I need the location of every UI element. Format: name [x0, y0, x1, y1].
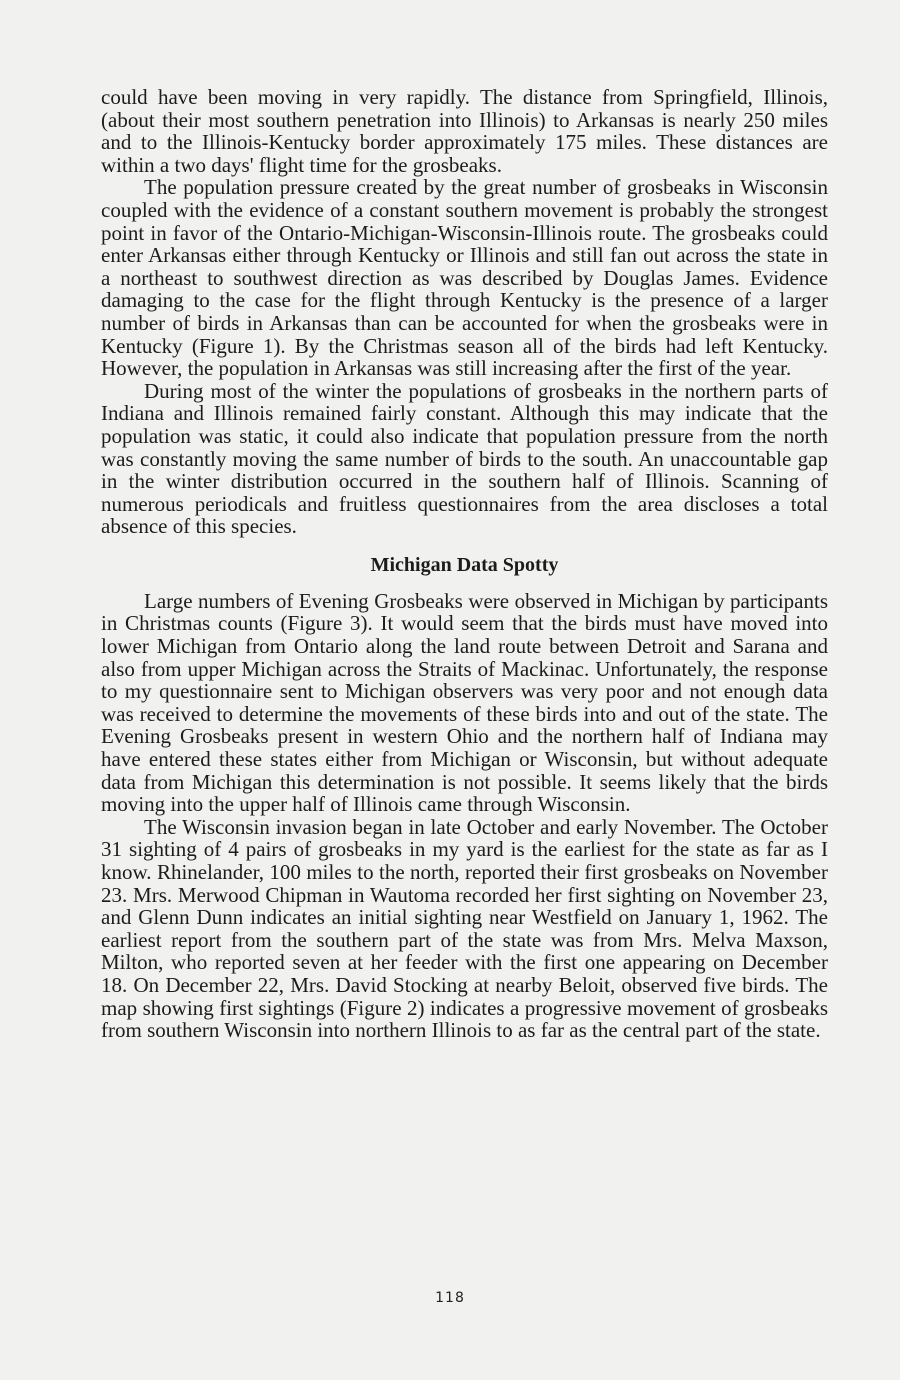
paragraph-continued: could have been moving in very rapidly. The distance from Springfield, Illinois, (about their most southern penetration into Illinois) to Arkansas is nearly 250 miles and to the Illinois-Kentucky border approximately 175 miles. These distances are within a two days' flight time for the grosbeaks.	[101, 85, 828, 177]
body-text	[101, 86, 828, 1042]
page-number: 118	[435, 1290, 465, 1306]
paragraph-michigan-counts: Large numbers of Evening Grosbeaks were observed in Michigan by participants in Christmas counts (Figure 3). It would seem that the birds must have moved into lower Michigan from Ontario along the land route between Detroit and Sarana and also from upper Michigan across the Straits of Mackinac. Unfortunately, the response to my questionnaire sent to Michigan observers was very poor and not enough data was received to determine the movements of these birds into and out of the state. The Evening Grosbeaks present in western Ohio and the northern half of Indiana may have entered these states either from Michigan or Wisconsin, but without adequate data from Michigan this determination is not possible. It seems likely that the birds moving into the upper half of Illinois came through Wisconsin.	[101, 588, 828, 817]
section-heading: Michigan Data Spotty	[370, 553, 559, 576]
paragraph-wisconsin-invasion: The Wisconsin invasion began in late October and early November. The October 31 sighting of 4 pairs of grosbeaks in my yard is the earliest for the state as far as I know. Rhinelander, 100 miles to the north, reported their first grosbeaks on November 23. Mrs. Merwood Chipman in Wautoma recorded her first sighting on November 23, and Glenn Dunn indicates an initial sighting near Westfield on January 1, 1962. The earliest report from the southern part of the state was from Mrs. Melva Maxson, Milton, who reported seven at her feeder with the first one appearing on December 18. On December 22, Mrs. David Stocking at nearby Beloit, observed five birds. The map showing first sightings (Figure 2) indicates a progressive movement of grosbeaks from southern Wisconsin into northern Illinois to as far as the central part of the state.	[101, 814, 828, 1043]
paragraph-population-pressure: The population pressure created by the great number of grosbeaks in Wisconsin coupled with the evidence of a constant southern movement is probably the strongest point in favor of the Ontario-Michigan-Wisconsin-Illinois route. The grosbeaks could enter Arkansas either through Kentucky or Illinois and still fan out across the state in a northeast to southwest direction as was described by Douglas James. Evidence damaging to the case for the flight through Kentucky is the presence of a larger number of birds in Arkansas than can be accounted for when the grosbeaks were in Kentucky (Figure 1). By the Christmas season all of the birds had left Kentucky. However, the population in Arkansas was still increasing after the first of the year.	[101, 175, 828, 381]
paragraph-winter-populations: During most of the winter the populations of grosbeaks in the northern parts of Indiana and Illinois remained fairly constant. Although this may indicate that the population was static, it could also indicate that population pressure from the north was constantly moving the same number of birds to the south. An unaccountable gap in the winter distribution occurred in the southern half of Illinois. Scanning of numerous periodicals and fruitless questionnaires from the area discloses a total absence of this species.	[101, 378, 828, 539]
